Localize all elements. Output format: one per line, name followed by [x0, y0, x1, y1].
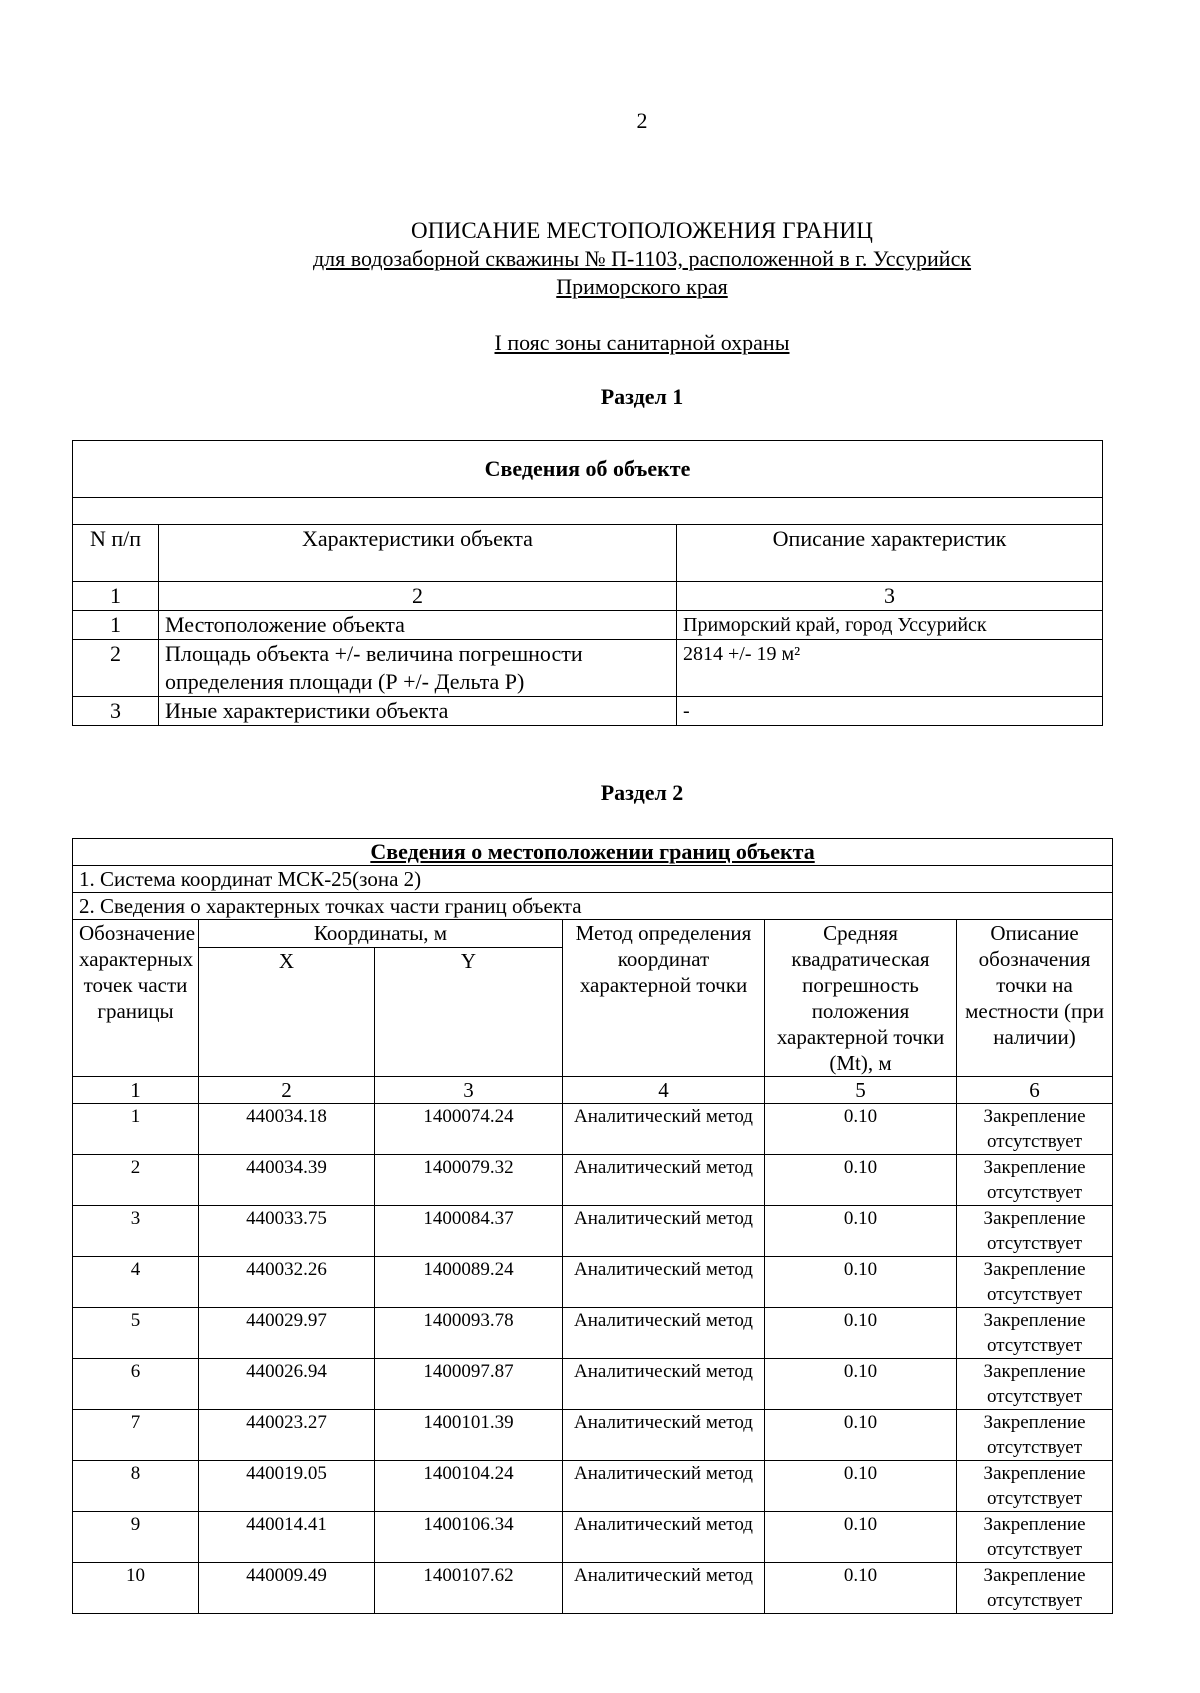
page-number: 2	[636, 108, 648, 133]
row-number: 2	[73, 640, 159, 697]
table-row	[73, 1206, 1113, 1257]
table-row	[73, 1257, 1113, 1308]
point-x: 440034.18	[199, 1104, 375, 1155]
point-y: 1400101.39	[375, 1410, 563, 1461]
point-y: 1400104.24	[375, 1461, 563, 1512]
point-y: 1400106.34	[375, 1512, 563, 1563]
table-row	[73, 611, 1103, 640]
table-row	[73, 1512, 1113, 1563]
table-row	[73, 1104, 1113, 1155]
point-error: 0.10	[765, 1155, 957, 1206]
point-x: 440026.94	[199, 1359, 375, 1410]
point-description: Закрепление отсутствует	[957, 1359, 1113, 1410]
point-number: 8	[73, 1461, 199, 1512]
point-method: Аналитический метод	[563, 1461, 765, 1512]
col-header-n: N п/п	[73, 525, 159, 582]
point-number: 6	[73, 1359, 199, 1410]
point-error: 0.10	[765, 1410, 957, 1461]
point-number: 9	[73, 1512, 199, 1563]
point-x: 440032.26	[199, 1257, 375, 1308]
point-x: 440009.49	[199, 1563, 375, 1614]
point-method: Аналитический метод	[563, 1563, 765, 1614]
table-row	[73, 1155, 1113, 1206]
row-number: 3	[73, 697, 159, 726]
col-number: 3	[375, 1077, 563, 1104]
col-header-characteristics: Характеристики объекта	[159, 525, 677, 582]
point-description: Закрепление отсутствует	[957, 1512, 1113, 1563]
point-y: 1400089.24	[375, 1257, 563, 1308]
point-method: Аналитический метод	[563, 1206, 765, 1257]
section1-label: Раздел 1	[600, 384, 684, 409]
point-description: Закрепление отсутствует	[957, 1563, 1113, 1614]
document-subtitle-line1: для водозаборной скважины № П-1103, расположенной в г. Уссурийск	[312, 246, 972, 271]
point-description: Закрепление отсутствует	[957, 1257, 1113, 1308]
col-header-x: X	[199, 948, 375, 1077]
col-header-method: Метод определения координат характерной точки	[563, 920, 765, 1077]
point-number: 4	[73, 1257, 199, 1308]
row-name: Иные характеристики объекта	[159, 697, 677, 726]
col-number: 5	[765, 1077, 957, 1104]
zone-title: I пояс зоны санитарной охраны	[494, 330, 790, 355]
row-number: 1	[73, 611, 159, 640]
coordinate-system: 1. Система координат МСК-25(зона 2)	[73, 866, 1113, 893]
col-header-coords: Координаты, м	[199, 920, 563, 948]
point-x: 440023.27	[199, 1410, 375, 1461]
point-error: 0.10	[765, 1512, 957, 1563]
col-number: 2	[199, 1077, 375, 1104]
row-value: 2814 +/- 19 м²	[677, 640, 1103, 697]
table-row	[73, 1359, 1113, 1410]
point-x: 440014.41	[199, 1512, 375, 1563]
col-number: 2	[159, 582, 677, 611]
point-method: Аналитический метод	[563, 1512, 765, 1563]
blank-row	[73, 498, 1103, 525]
point-y: 1400097.87	[375, 1359, 563, 1410]
point-method: Аналитический метод	[563, 1410, 765, 1461]
point-number: 1	[73, 1104, 199, 1155]
point-description: Закрепление отсутствует	[957, 1461, 1113, 1512]
col-header-designation: Обозначение характерных точек части границы	[73, 920, 199, 1077]
object-info-table	[72, 440, 1103, 726]
table-row	[73, 1308, 1113, 1359]
col-header-error: Средняя квадратическая погрешность положения характерной точки (Mt), м	[765, 920, 957, 1077]
point-error: 0.10	[765, 1563, 957, 1614]
row-value: -	[677, 697, 1103, 726]
point-number: 2	[73, 1155, 199, 1206]
col-number: 6	[957, 1077, 1113, 1104]
point-error: 0.10	[765, 1359, 957, 1410]
point-y: 1400093.78	[375, 1308, 563, 1359]
table-row	[73, 640, 1103, 697]
boundary-points-table	[72, 838, 1113, 1614]
point-x: 440034.39	[199, 1155, 375, 1206]
table-row	[73, 697, 1103, 726]
point-error: 0.10	[765, 1257, 957, 1308]
document-title: ОПИСАНИЕ МЕСТОПОЛОЖЕНИЯ ГРАНИЦ	[410, 218, 874, 243]
col-header-description: Описание обозначения точки на местности (при наличии)	[957, 920, 1113, 1077]
col-number: 3	[677, 582, 1103, 611]
col-header-description: Описание характеристик	[677, 525, 1103, 582]
point-error: 0.10	[765, 1461, 957, 1512]
col-number: 4	[563, 1077, 765, 1104]
point-method: Аналитический метод	[563, 1257, 765, 1308]
point-method: Аналитический метод	[563, 1155, 765, 1206]
document-subtitle-line2: Приморского края	[556, 274, 728, 299]
section2-label: Раздел 2	[600, 780, 684, 805]
point-method: Аналитический метод	[563, 1104, 765, 1155]
point-error: 0.10	[765, 1104, 957, 1155]
row-name: Площадь объекта +/- величина погрешности определения площади (Р +/- Дельта Р)	[159, 640, 677, 697]
point-method: Аналитический метод	[563, 1308, 765, 1359]
boundary-table-title: Сведения о местоположении границ объекта	[73, 839, 1113, 866]
table-row	[73, 1461, 1113, 1512]
point-x: 440019.05	[199, 1461, 375, 1512]
table-row	[73, 1410, 1113, 1461]
object-info-table-title: Сведения об объекте	[73, 441, 1103, 498]
col-number: 1	[73, 1077, 199, 1104]
row-name: Местоположение объекта	[159, 611, 677, 640]
point-y: 1400079.32	[375, 1155, 563, 1206]
point-description: Закрепление отсутствует	[957, 1155, 1113, 1206]
col-header-y: Y	[375, 948, 563, 1077]
points-title: 2. Сведения о характерных точках части границ объекта	[73, 893, 1113, 920]
point-description: Закрепление отсутствует	[957, 1308, 1113, 1359]
point-error: 0.10	[765, 1308, 957, 1359]
point-number: 5	[73, 1308, 199, 1359]
point-method: Аналитический метод	[563, 1359, 765, 1410]
point-y: 1400107.62	[375, 1563, 563, 1614]
point-number: 7	[73, 1410, 199, 1461]
point-description: Закрепление отсутствует	[957, 1206, 1113, 1257]
point-description: Закрепление отсутствует	[957, 1104, 1113, 1155]
point-x: 440033.75	[199, 1206, 375, 1257]
point-y: 1400084.37	[375, 1206, 563, 1257]
point-y: 1400074.24	[375, 1104, 563, 1155]
point-number: 10	[73, 1563, 199, 1614]
table-row	[73, 1563, 1113, 1614]
point-x: 440029.97	[199, 1308, 375, 1359]
col-number: 1	[73, 582, 159, 611]
point-description: Закрепление отсутствует	[957, 1410, 1113, 1461]
point-error: 0.10	[765, 1206, 957, 1257]
point-number: 3	[73, 1206, 199, 1257]
row-value: Приморский край, город Уссурийск	[677, 611, 1103, 640]
